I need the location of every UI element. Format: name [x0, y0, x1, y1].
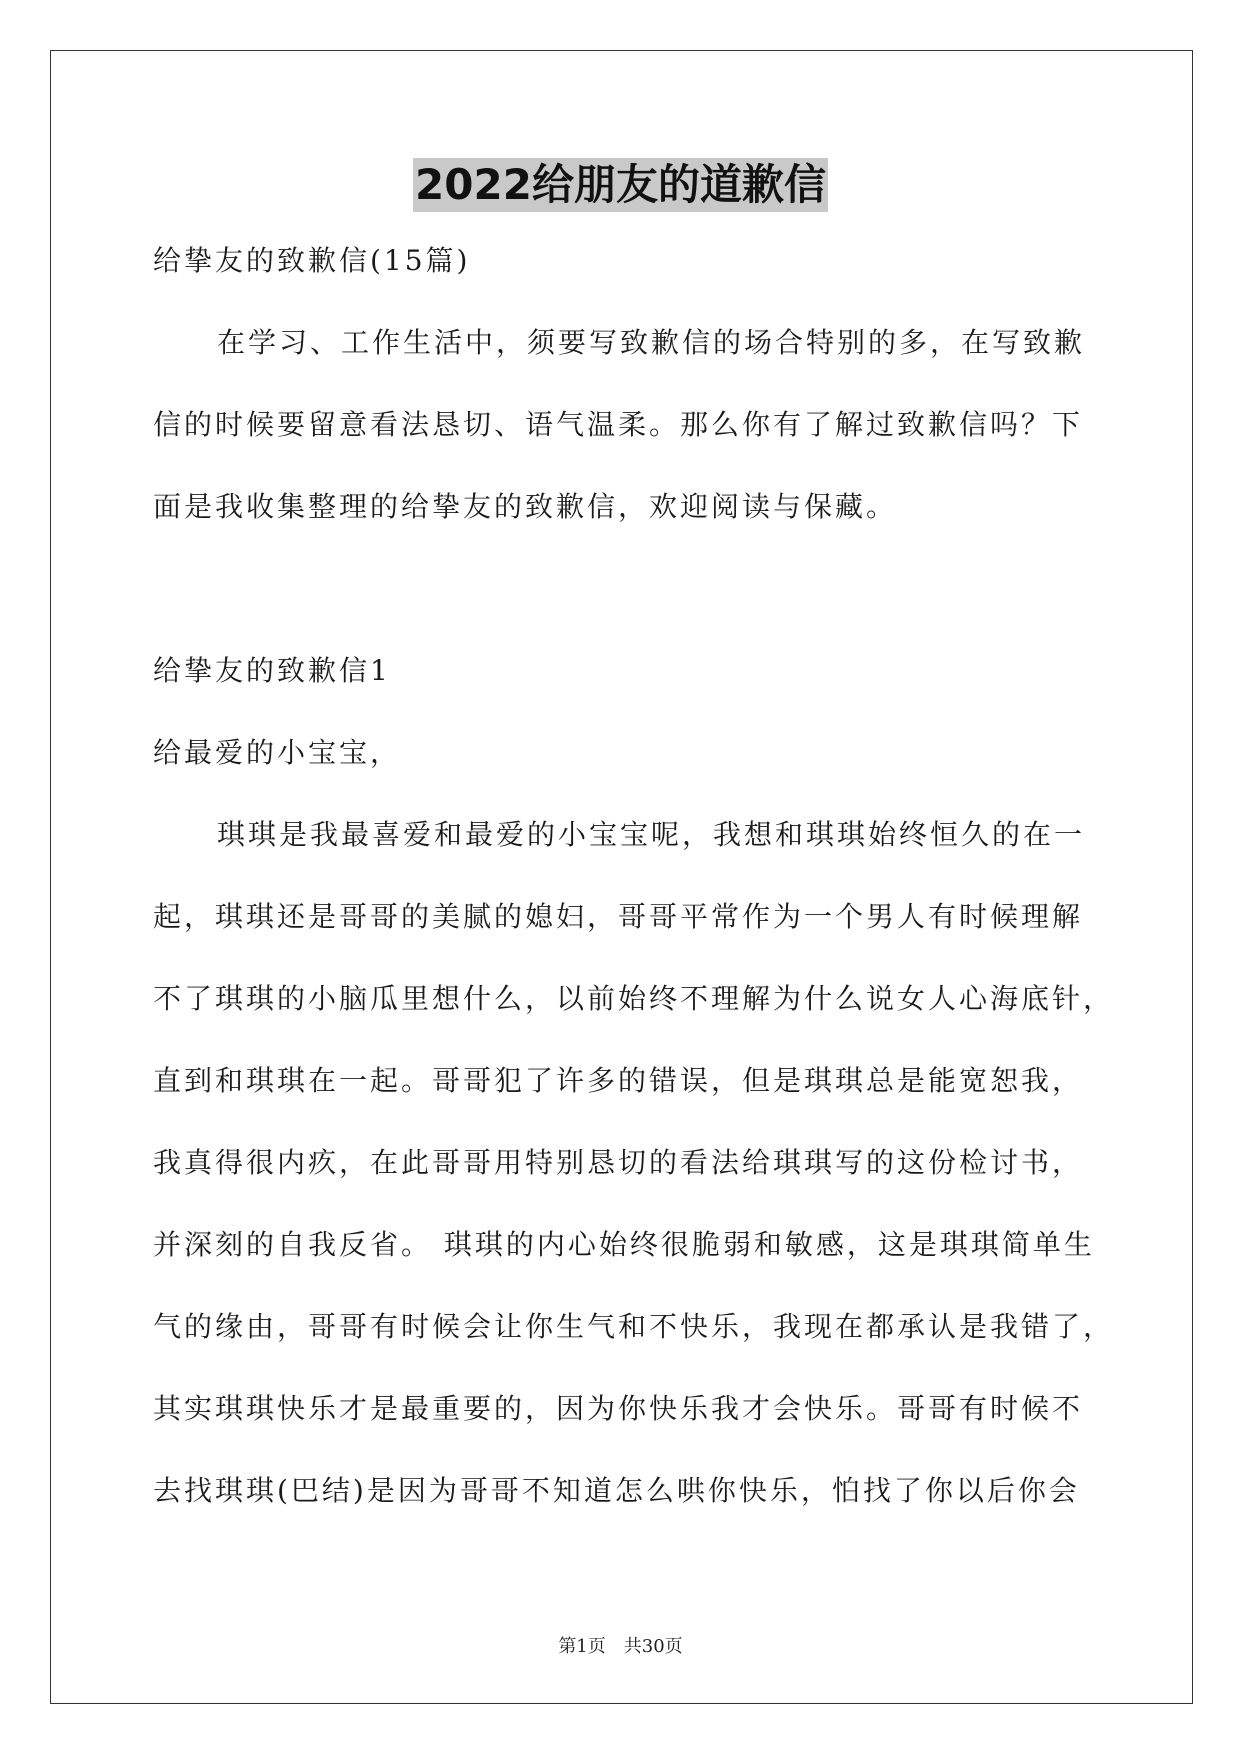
- body-line: 不了琪琪的小脑瓜里想什么，以前始终不理解为什么说女人心海底针，: [153, 982, 1115, 1015]
- body-line: 起，琪琪还是哥哥的美腻的媳妇，哥哥平常作为一个男人有时候理解: [153, 900, 1084, 933]
- subtitle: 给挚友的致歉信(15篇): [153, 244, 471, 277]
- body-line: 其实琪琪快乐才是最重要的，因为你快乐我才会快乐。哥哥有时候不: [153, 1392, 1084, 1425]
- title-area: [0, 158, 1241, 212]
- page-footer: 第1页 共30页: [558, 1636, 683, 1657]
- blank-line: [153, 564, 1103, 646]
- intro-line: 面是我收集整理的给挚友的致歉信，欢迎阅读与保藏。: [153, 490, 898, 523]
- intro-line: 在学习、工作生活中，须要写致歉信的场合特别的多，在写致歉: [217, 326, 1086, 359]
- body-line: 气的缘由，哥哥有时候会让你生气和不快乐，我现在都承认是我错了，: [153, 1310, 1115, 1343]
- salutation: 给最爱的小宝宝，: [153, 736, 402, 769]
- section-heading: 给挚友的致歉信1: [153, 654, 391, 687]
- body-line: 去找琪琪(巴结)是因为哥哥不知道怎么哄你快乐，怕找了你以后你会: [153, 1474, 1080, 1507]
- body-line: 琪琪是我最喜爱和最爱的小宝宝呢，我想和琪琪始终恒久的在一: [217, 818, 1086, 851]
- intro-line: 信的时候要留意看法恳切、语气温柔。那么你有了解过致歉信吗？下: [153, 408, 1084, 441]
- body-line: 并深刻的自我反省。 琪琪的内心始终很脆弱和敏感，这是琪琪简单生: [153, 1228, 1095, 1261]
- body-line: 我真得很内疚，在此哥哥用特别恳切的看法给琪琪写的这份检讨书，: [153, 1146, 1084, 1179]
- document-body: [153, 236, 1115, 1548]
- body-line: 直到和琪琪在一起。哥哥犯了许多的错误，但是琪琪总是能宽恕我，: [153, 1064, 1084, 1097]
- document-title: 2022给朋友的道歉信: [413, 158, 828, 212]
